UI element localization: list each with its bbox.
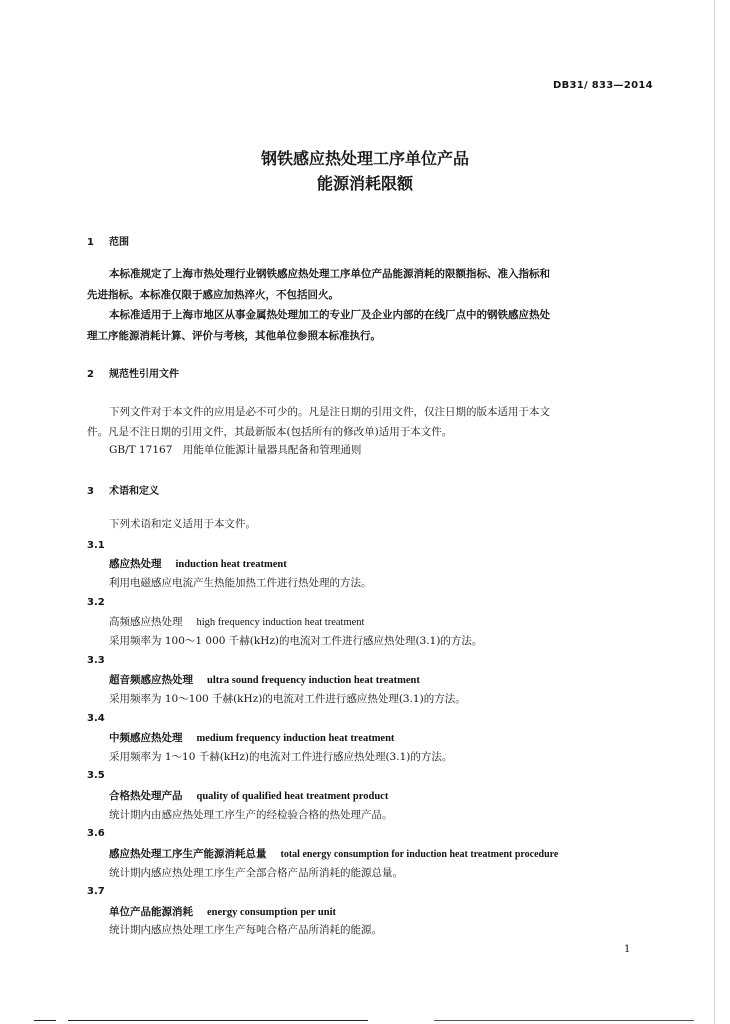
term-title-zh: 超音频感应热处理 <box>109 674 193 686</box>
page-title-line1: 钢铁感应热处理工序单位产品 <box>260 149 469 168</box>
term-title-en: medium frequency induction heat treatment <box>196 733 395 744</box>
term-title-zh: 感应热处理工序生产能源消耗总量 <box>109 848 267 860</box>
term-title-en: quality of qualified heat treatment product <box>196 791 389 802</box>
normative-reference: GB/T 17167 用能单位能源计量器具配备和管理通则 <box>109 444 362 456</box>
section-3-heading <box>87 482 159 497</box>
footer-rule-left <box>34 1020 56 1021</box>
section-2-para-line1: 下列文件对于本文件的应用是必不可少的。凡是注日期的引用文件，仅注日期的版本适用于本文 <box>109 406 550 418</box>
section-number: 3 <box>87 486 94 497</box>
term-title <box>109 556 287 573</box>
term-title-zh: 高频感应热处理 <box>109 616 183 628</box>
section-title: 术语和定义 <box>109 486 159 497</box>
term-definition: 统计期内感应热处理工序生产全部合格产品所消耗的能源总量。 <box>109 867 403 879</box>
section-number: 2 <box>87 369 94 380</box>
document-number: DB31/ 833—2014 <box>553 80 653 91</box>
section-title: 规范性引用文件 <box>109 369 179 380</box>
page-number: 1 <box>624 944 631 955</box>
term-definition: 统计期内感应热处理工序生产每吨合格产品所消耗的能源。 <box>109 924 382 936</box>
term-title-en: high frequency induction heat treatment <box>196 617 365 628</box>
term-definition: 采用频率为 10～100 千赫(kHz)的电流对工件进行感应热处理(3.1)的方法。 <box>109 693 466 705</box>
section-2-para-line2: 件。凡是不注日期的引用文件，其最新版本(包括所有的修改单)适用于本文件。 <box>87 426 453 438</box>
section-title: 范围 <box>109 237 129 248</box>
term-title <box>109 846 558 863</box>
term-number: 3.5 <box>87 770 105 781</box>
term-title-zh: 中频感应热处理 <box>109 732 183 744</box>
term-definition: 采用频率为 100～1 000 千赫(kHz)的电流对工件进行感应热处理(3.1)的方法。 <box>109 635 483 647</box>
footer-rule-right <box>434 1020 694 1021</box>
term-title-zh: 单位产品能源消耗 <box>109 906 193 918</box>
term-title <box>109 672 420 689</box>
section-2-heading <box>87 365 179 380</box>
term-definition: 统计期内由感应热处理工序生产的经检验合格的热处理产品。 <box>109 809 393 821</box>
section-1-para1-line2: 先进指标。本标准仅限于感应加热淬火，不包括回火。 <box>87 289 339 301</box>
term-title-zh: 合格热处理产品 <box>109 790 183 802</box>
section-1-para2-line2: 理工序能源消耗计算、评价与考核，其他单位参照本标准执行。 <box>87 330 381 342</box>
section-1-heading <box>87 233 129 248</box>
term-number: 3.6 <box>87 828 105 839</box>
term-number: 3.3 <box>87 655 105 666</box>
term-title <box>109 730 394 747</box>
section-1-para1-line1: 本标准规定了上海市热处理行业钢铁感应热处理工序单位产品能源消耗的限额指标、准入指标和 <box>109 268 550 280</box>
term-number: 3.1 <box>87 540 105 551</box>
term-definition: 采用频率为 1～10 千赫(kHz)的电流对工件进行感应热处理(3.1)的方法。 <box>109 751 453 763</box>
term-title-en: total energy consumption for induction heat treatment procedure <box>280 849 559 860</box>
term-definition: 利用电磁感应电流产生热能加热工件进行热处理的方法。 <box>109 577 372 589</box>
term-title <box>109 788 388 805</box>
term-title-zh: 感应热处理 <box>109 558 162 570</box>
section-1-para2-line1: 本标准适用于上海市地区从事金属热处理加工的专业厂及企业内部的在线厂点中的钢铁感应热处 <box>109 309 550 321</box>
page-title-line2: 能源消耗限额 <box>316 174 413 193</box>
term-title-en: energy consumption per unit <box>207 907 337 918</box>
term-number: 3.4 <box>87 713 105 724</box>
footer-rule-center <box>68 1020 368 1021</box>
section-number: 1 <box>87 237 94 248</box>
section-3-intro: 下列术语和定义适用于本文件。 <box>109 518 256 530</box>
term-number: 3.2 <box>87 597 105 608</box>
term-title-en: ultra sound frequency induction heat treatment <box>207 675 420 686</box>
term-title <box>109 614 364 631</box>
term-number: 3.7 <box>87 886 105 897</box>
term-title <box>109 904 336 921</box>
term-title-en: induction heat treatment <box>175 559 287 570</box>
